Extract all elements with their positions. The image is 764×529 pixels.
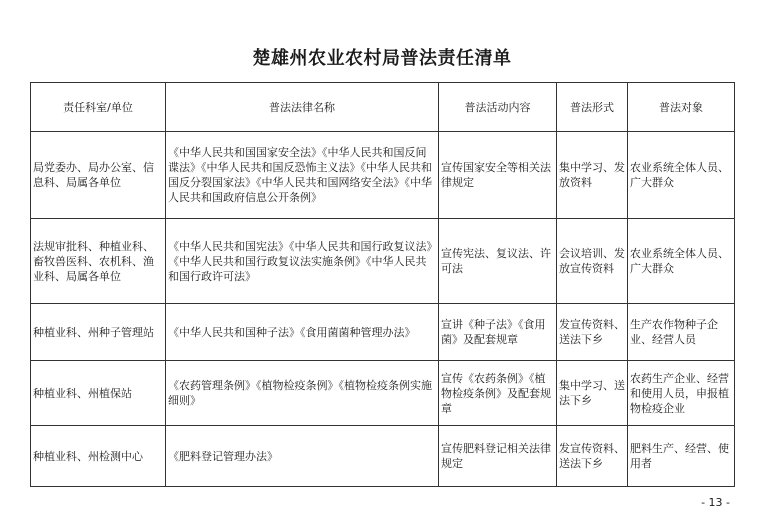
table-row — [31, 132, 735, 219]
cell-target: 农药生产企业、经营和使用人员，申报植物检疫企业 — [628, 361, 735, 426]
cell-form: 发宣传资料、送法下乡 — [557, 426, 628, 487]
table-row — [31, 219, 735, 304]
cell-unit: 局党委办、局办公室、信息科、局属各单位 — [31, 132, 166, 219]
cell-target: 肥料生产、经营、使用者 — [628, 426, 735, 487]
header-content: 普法活动内容 — [439, 83, 557, 132]
cell-unit: 法规审批科、种植业科、畜牧兽医科、农机科、渔业科、局属各单位 — [31, 219, 166, 304]
cell-unit: 种植业科、州植保站 — [31, 361, 166, 426]
table-row — [31, 304, 735, 361]
header-unit: 责任科室/单位 — [31, 83, 166, 132]
cell-form: 会议培训、发放宣传资料 — [557, 219, 628, 304]
cell-form: 发宣传资料、送法下乡 — [557, 304, 628, 361]
header-laws: 普法法律名称 — [166, 83, 439, 132]
cell-laws: 《肥料登记管理办法》 — [166, 426, 439, 487]
cell-content: 宣传宪法、复议法、许可法 — [439, 219, 557, 304]
document-title: 楚雄州农业农村局普法责任清单 — [252, 48, 512, 69]
cell-target: 生产农作物种子企业、经营人员 — [628, 304, 735, 361]
cell-content: 宣传国家安全等相关法律规定 — [439, 132, 557, 219]
cell-content: 宣传肥料登记相关法律规定 — [439, 426, 557, 487]
header-form: 普法形式 — [557, 83, 628, 132]
page-number: - 13 - — [701, 496, 730, 509]
cell-content: 宣讲《种子法》《食用菌》及配套规章 — [439, 304, 557, 361]
cell-form: 集中学习、发放资料 — [557, 132, 628, 219]
cell-laws: 《农药管理条例》《植物检疫条例》《植物检疫条例实施细则》 — [166, 361, 439, 426]
cell-laws: 《中华人民共和国宪法》《中华人民共和国行政复议法》《中华人民共和国行政复议法实施条例》《中华人民共和国行政许可法》 — [166, 219, 439, 304]
cell-laws: 《中华人民共和国种子法》《食用菌菌种管理办法》 — [166, 304, 439, 361]
table-row — [31, 361, 735, 426]
cell-content: 宣传《农药条例》《植物检疫条例》及配套规章 — [439, 361, 557, 426]
cell-target: 农业系统全体人员、广大群众 — [628, 132, 735, 219]
cell-unit: 种植业科、州检测中心 — [31, 426, 166, 487]
cell-target: 农业系统全体人员、广大群众 — [628, 219, 735, 304]
cell-form: 集中学习、送法下乡 — [557, 361, 628, 426]
table-row — [31, 426, 735, 487]
cell-unit: 种植业科、州种子管理站 — [31, 304, 166, 361]
header-target: 普法对象 — [628, 83, 735, 132]
duty-list-table — [30, 82, 735, 487]
table-header-row — [31, 83, 735, 132]
cell-laws: 《中华人民共和国国家安全法》《中华人民共和国反间谍法》《中华人民共和国反恐怖主义法》《中华人民共和国反分裂国家法》《中华人民共和国网络安全法》《中华人民共和国政府信息公开条例》 — [166, 132, 439, 219]
